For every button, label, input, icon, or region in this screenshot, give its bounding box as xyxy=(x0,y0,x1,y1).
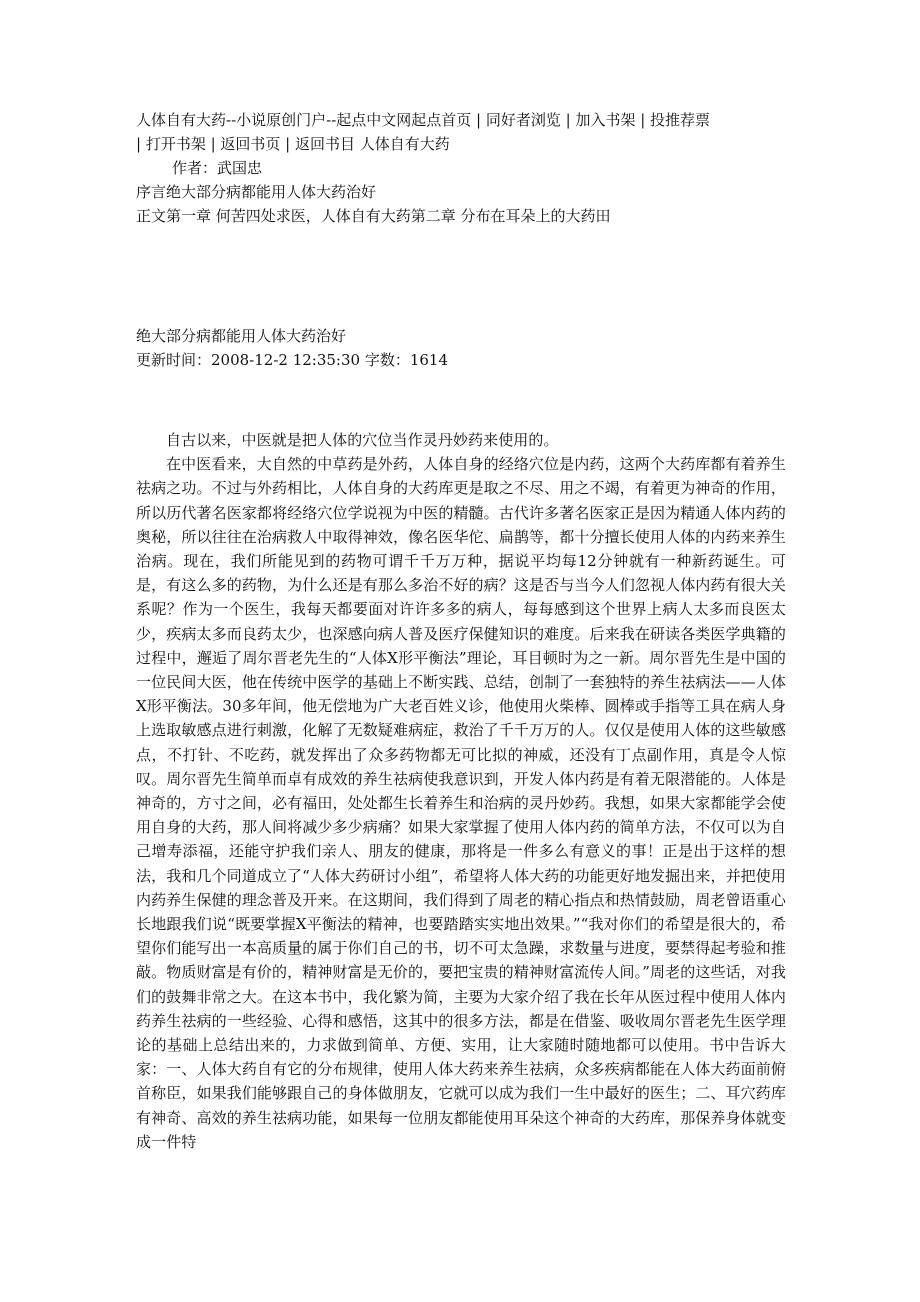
spacer xyxy=(136,372,786,428)
spacer xyxy=(136,228,786,324)
header-nav-line-2[interactable]: | 打开书架 | 返回书页 | 返回书目 人体自有大药 xyxy=(136,135,450,153)
document-page xyxy=(136,108,786,1154)
body-paragraph-2: 在中医看来，大自然的中草药是外药，人体自身的经络穴位是内药，这两个大药库都有着养生祛病之功。不过与外药相比，人体自身的大药库更是取之不尽、用之不竭，有着更为神奇的作用，所以历代著名医家都将经络穴位学说视为中医的精髓。古代许多著名医家正是因为精通人体内药的奥秘，所以往往在治病救人中取得神效，像名医华佗、扁鹊等，都十分擅长使用人体的内药来养生治病。现在，我们所能见到的药物可谓千千万万种，据说平均每12分钟就有一种新药诞生。可是，有这么多的药物，为什么还是有那么多治不好的病？这是否与当今人们忽视人体内药有很大关系呢？作为一个医生，我每天都要面对许许多多的病人，每每感到这个世界上病人太多而良医太少，疾病太多而良药太少，也深感向病人普及医疗保健知识的难度。后来我在研读各类医学典籍的过程中，邂逅了周尔晋老先生的“人体X形平衡法”理论，耳目顿时为之一新。周尔晋先生是中国的一位民间大医，他在传统中医学的基础上不断实践、总结，创制了一套独特的养生祛病法——人体X形平衡法。30多年间，他无偿地为广大老百姓义诊，他使用火柴棒、圆棒或手指等工具在病人身上选取敏感点进行刺激，化解了无数疑难病症，救治了千千万万的人。仅仅是使用人体的这些敏感点，不打针、不吃药，就发挥出了众多药物都无可比拟的神威，还没有丁点副作用，真是令人惊叹。周尔晋先生简单而卓有成效的养生祛病使我意识到，开发人体内药是有着无限潜能的。人体是神奇的，方寸之间，必有福田，处处都生长着养生和治病的灵丹妙药。我想，如果大家都能学会使用自身的大药，那人间将减少多少病痛？如果大家掌握了使用人体内药的简单方法，不仅可以为自己增寿添福，还能守护我们亲人、朋友的健康，那将是一件多么有意义的事！正是出于这样的想法，我和几个同道成立了“人体大药研讨小组”，希望将人体大药的功能更好地发掘出来，并把使用内药养生保健的理念普及开来。在这期间，我们得到了周老的精心指点和热情鼓励，周老曾语重心长地跟我们说“既要掌握X平衡法的精神，也要踏踏实实地出效果。”“我对你们的希望是很大的，希望你们能写出一本高质量的属于你们自己的书，切不可太急躁，求数量与进度，要禁得起考验和推敲。物质财富是有价的，精神财富是无价的，要把宝贵的精神财富流传人间。”周老的这些话，对我们的鼓舞非常之大。在这本书中，我化繁为简，主要为大家介绍了我在长年从医过程中使用人体内药养生祛病的一些经验、心得和感悟，这其中的很多方法，都是在借鉴、吸收周尔晋老先生医学理论的基础上总结出来的，力求做到简单、方便、实用，让大家随时随地都可以使用。书中告诉大家：一、人体大药自有它的分布规律，使用人体大药来养生祛病，众多疾病都能在人体大药面前俯首称臣，如果我们能够跟自己的身体做朋友，它就可以成为我们一生中最好的医生；二、耳穴药库有神奇、高效的养生祛病功能，如果每一位朋友都能使用耳朵这个神奇的大药库，那保养身体就变成一件特 xyxy=(136,455,786,1151)
author-line: 作者：武国忠 xyxy=(172,159,263,177)
toc-main-link[interactable]: 正文第一章 何苦四处求医，人体自有大药第二章 分布在耳朵上的大药田 xyxy=(136,207,611,225)
toc-preface-link[interactable]: 序言绝大部分病都能用人体大药治好 xyxy=(136,183,377,201)
chapter-title: 绝大部分病都能用人体大药治好 xyxy=(136,327,347,345)
chapter-meta: 更新时间：2008-12-2 12:35:30 字数：1614 xyxy=(136,351,449,369)
body-paragraph-1: 自古以来，中医就是把人体的穴位当作灵丹妙药来使用的。 xyxy=(166,431,559,449)
header-nav-line-1[interactable]: 人体自有大药--小说原创门户--起点中文网起点首页 | 同好者浏览 | 加入书架 | 投推荐票 xyxy=(136,111,711,129)
